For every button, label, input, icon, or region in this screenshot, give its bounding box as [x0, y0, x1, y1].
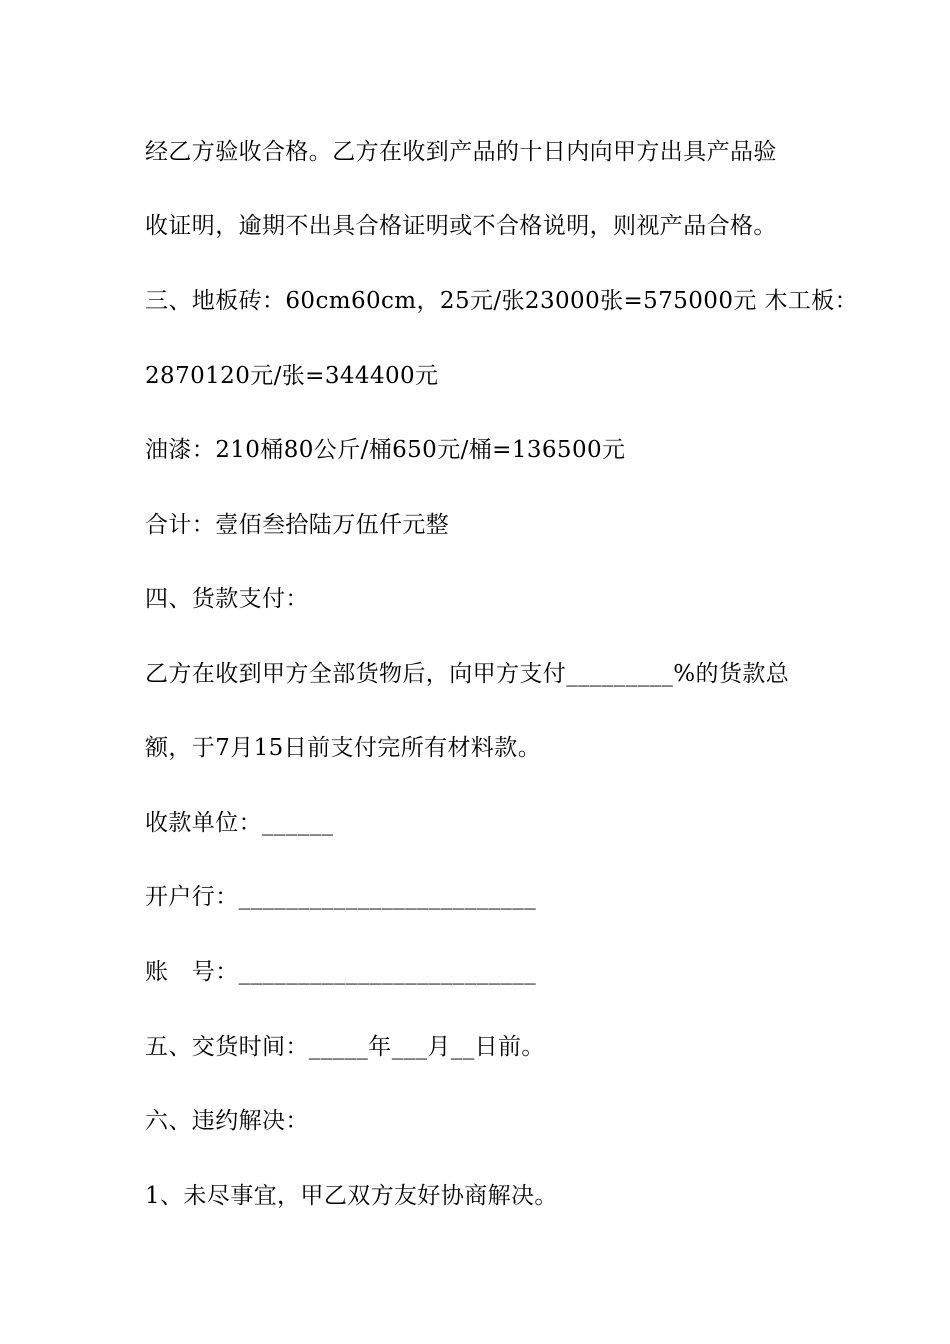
payee-field-line: 收款单位：______	[145, 810, 334, 836]
paragraph-line: 三、地板砖：60cm60cm，25元/张23000张=575000元 木工板：	[145, 288, 859, 314]
paragraph-line: 油漆：210桶80公斤/桶650元/桶=136500元	[145, 437, 626, 463]
bank-field-line: 开户行：_________________________	[145, 884, 537, 910]
delivery-time-line: 五、交货时间：_____年___月__日前。	[145, 1034, 545, 1060]
paragraph-line: 2870120元/张=344400元	[145, 363, 439, 389]
paragraph-line: 经乙方验收合格。乙方在收到产品的十日内向甲方出具产品验	[145, 139, 777, 165]
paragraph-line: 1、未尽事宜，甲乙双方友好协商解决。	[145, 1183, 558, 1209]
section-heading: 四、货款支付：	[145, 586, 309, 612]
paragraph-line: 额，于7月15日前支付完所有材料款。	[145, 735, 542, 761]
paragraph-line: 乙方在收到甲方全部货物后，向甲方支付_________%的货款总	[145, 661, 790, 687]
section-heading: 六、违约解决：	[145, 1108, 309, 1134]
paragraph-line: 收证明，逾期不出具合格证明或不合格说明，则视产品合格。	[145, 213, 777, 239]
paragraph-line: 合计：壹佰叁拾陆万伍仟元整	[145, 512, 450, 538]
account-field-line: 账 号：_________________________	[145, 959, 537, 985]
